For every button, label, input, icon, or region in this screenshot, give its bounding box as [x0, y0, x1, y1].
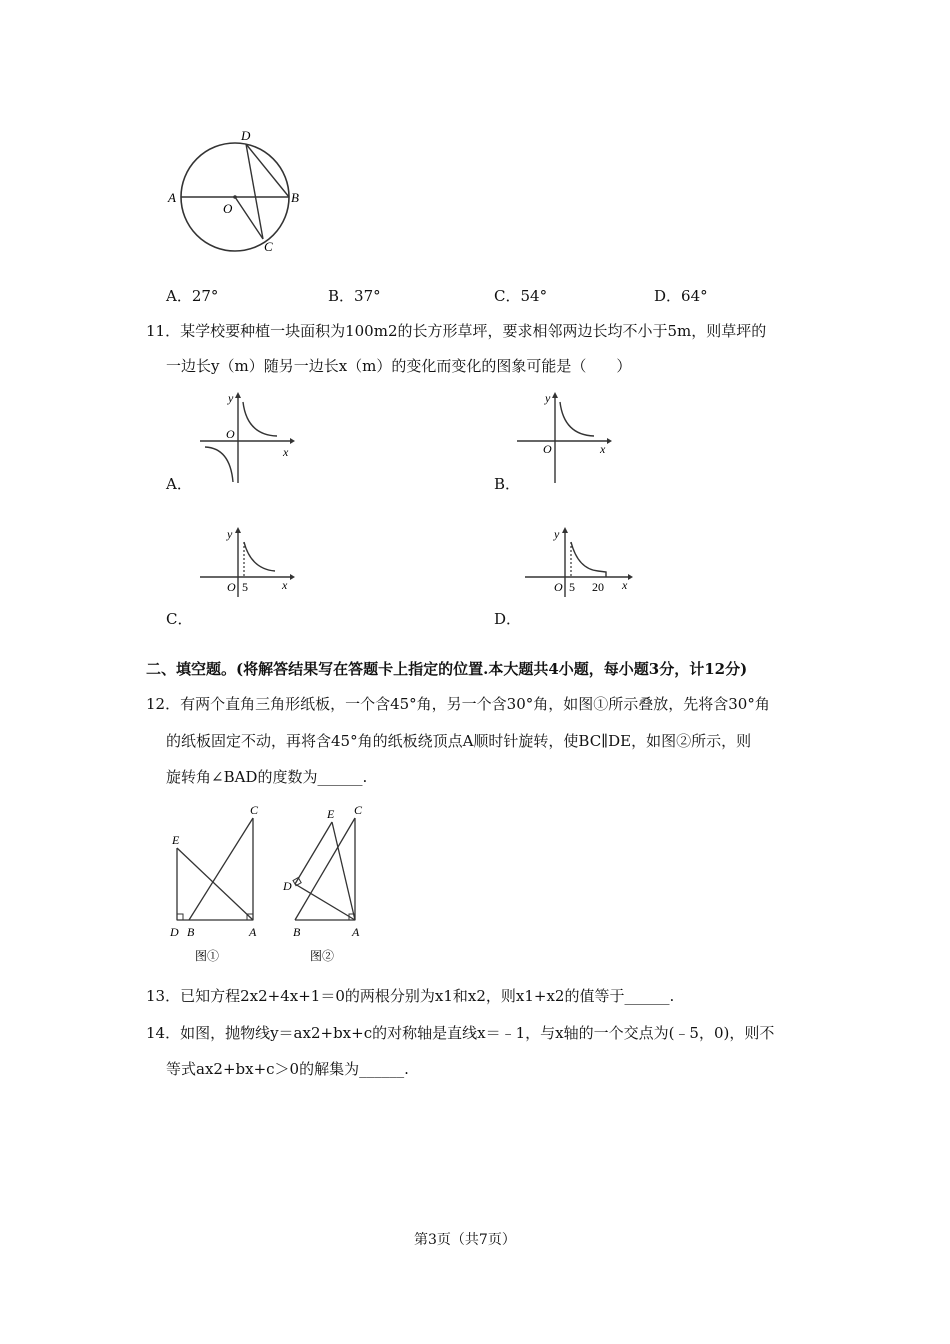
- label-D: D: [241, 128, 251, 143]
- origin-label: O: [554, 580, 563, 594]
- origin-label: O: [227, 580, 236, 594]
- q10-option-a[interactable]: A．27°: [166, 287, 219, 305]
- q11-option-a[interactable]: A．: [166, 475, 192, 493]
- q11-graph-a: [195, 390, 295, 485]
- q14-line2: 等式ax2+bx+c＞0的解集为______.: [166, 1060, 409, 1078]
- label-C: C: [354, 803, 363, 817]
- q14-line1: 14．如图，抛物线y＝ax2+bx+c的对称轴是直线x＝﹣1，与x轴的一个交点为(﹣5，0)，则不: [146, 1024, 775, 1042]
- q12-figure-1: [165, 800, 270, 970]
- label-A: A: [168, 190, 176, 205]
- origin-label: O: [543, 442, 552, 456]
- label-E: E: [172, 833, 180, 847]
- label-B: B: [187, 925, 195, 939]
- q12-line2: 的纸板固定不动，再将含45°角的纸板绕顶点A顺时针旋转，使BC∥DE，如图②所示，则: [166, 732, 752, 750]
- q13-line1: 13．已知方程2x2+4x+1＝0的两根分别为x1和x2，则x1+x2的值等于______.: [146, 987, 675, 1005]
- q10-option-b[interactable]: B．37°: [328, 287, 381, 305]
- tick-5-label: 5: [569, 580, 575, 594]
- caption-fig1: 图①: [195, 949, 220, 963]
- q10-circle-figure: [165, 125, 315, 255]
- q12-line3: 旋转角∠BAD的度数为______.: [166, 768, 368, 786]
- axis-x-label: x: [282, 578, 288, 592]
- q12-line1: 12．有两个直角三角形纸板，一个含45°角，另一个含30°角，如图①所示叠放，先将含30°角: [146, 695, 770, 713]
- tick-5-label: 5: [242, 580, 248, 594]
- label-A: A: [249, 925, 257, 939]
- label-E: E: [327, 807, 335, 821]
- axis-y-label: y: [545, 391, 551, 405]
- axis-x-label: x: [600, 442, 606, 456]
- label-D: D: [283, 879, 292, 893]
- origin-label: O: [226, 427, 235, 441]
- axis-y-label: y: [554, 527, 560, 541]
- q11-line1: 11．某学校要种植一块面积为100m2的长方形草坪，要求相邻两边长均不小于5m，则草坪的: [146, 322, 767, 340]
- section2-heading: 二、填空题。(将解答结果写在答题卡上指定的位置.本大题共4小题，每小题3分，计12分): [146, 660, 748, 678]
- q11-graph-b: [512, 390, 612, 485]
- q11-line2: 一边长y（m）随另一边长x（m）的变化而变化的图象可能是（ ）: [166, 357, 632, 375]
- label-B: B: [293, 925, 301, 939]
- axis-y-label: y: [228, 391, 234, 405]
- q10-option-c[interactable]: C．54°: [494, 287, 548, 305]
- axis-y-label: y: [227, 527, 233, 541]
- label-C: C: [250, 803, 259, 817]
- label-D: D: [170, 925, 179, 939]
- caption-fig2: 图②: [310, 949, 335, 963]
- page-footer: 第3页（共7页）: [414, 1232, 516, 1248]
- q11-graph-c: [195, 525, 295, 600]
- q12-figure-2: [280, 800, 375, 970]
- label-A: A: [352, 925, 360, 939]
- q10-option-d[interactable]: D．64°: [654, 287, 708, 305]
- q11-option-d[interactable]: D．: [494, 610, 522, 628]
- label-B: B: [291, 190, 299, 205]
- axis-x-label: x: [622, 578, 628, 592]
- q11-graph-d: [520, 525, 635, 600]
- q11-option-b[interactable]: B．: [494, 475, 521, 493]
- tick-20-label: 20: [592, 580, 604, 594]
- label-C: C: [264, 239, 273, 254]
- axis-x-label: x: [283, 445, 289, 459]
- q11-option-c[interactable]: C．: [166, 610, 193, 628]
- label-O: O: [223, 201, 233, 216]
